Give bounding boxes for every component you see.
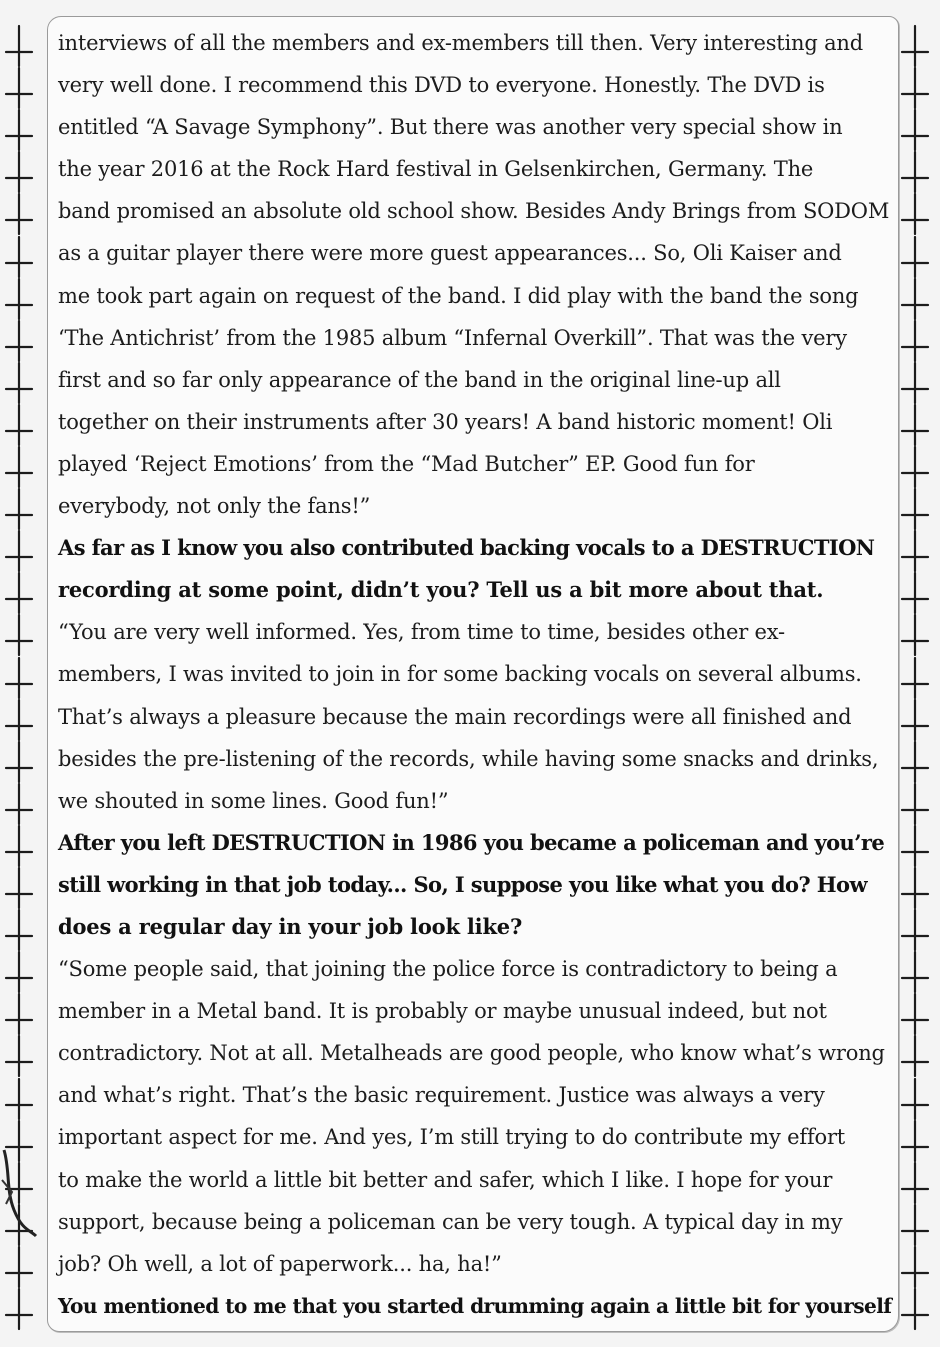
answer-line: interviews of all the members and ex-members till then. Very interesting and [58,31,863,55]
inverted-cross-icon [2,1245,36,1289]
inverted-cross-icon [898,1287,932,1331]
answer-line: me took part again on request of the band. I did play with the band the song [58,283,859,308]
inverted-cross-icon [2,908,36,952]
inverted-cross-icon [2,319,36,363]
answer-line: together on their instruments after 30 years! A band historic moment! Oli [58,409,833,434]
inverted-cross-icon [898,108,932,152]
inverted-cross-icon [2,1034,36,1078]
answer-line: besides the pre-listening of the records, while having some snacks and drinks, [58,746,879,771]
inverted-cross-icon [898,529,932,573]
question-line: As far as I know you also contributed backing vocals to a DESTRUCTION [58,535,875,561]
inverted-cross-icon [898,908,932,952]
answer-line: entitled “A Savage Symphony”. But there was another very special show in [58,115,843,140]
answer-line: ‘The Antichrist’ from the 1985 album “Infernal Overkill”. That was the very [58,325,847,350]
inverted-cross-icon [898,1161,932,1205]
interview-text [58,22,894,1327]
inverted-cross-icon [2,66,36,110]
inverted-cross-icon [898,277,932,321]
inverted-cross-icon [898,656,932,700]
inverted-cross-icon [898,487,932,531]
inverted-cross-icon [898,824,932,868]
inverted-cross-icon [2,235,36,279]
answer-line: member in a Metal band. It is probably or maybe unusual indeed, but not [58,999,827,1024]
answer-line: and what’s right. That’s the basic requirement. Justice was always a very [58,1083,825,1108]
inverted-cross-icon [898,192,932,236]
inverted-cross-icon [898,740,932,784]
inverted-cross-icon [898,1034,932,1078]
binding-thread [0,1140,40,1240]
answer-line: That’s always a pleasure because the main recordings were all finished and [58,704,852,729]
inverted-cross-icon [2,571,36,615]
inverted-cross-icon [2,698,36,742]
inverted-cross-icon [2,1287,36,1331]
answer-line: played ‘Reject Emotions’ from the “Mad Butcher” EP. Good fun for [58,451,755,476]
inverted-cross-icon [2,361,36,405]
answer-line: very well done. I recommend this DVD to everyone. Honestly. The DVD is [58,73,825,98]
inverted-cross-icon [898,613,932,657]
answer-line: job? Oh well, a lot of paperwork... ha, ha!” [58,1251,502,1276]
inverted-cross-icon [898,866,932,910]
inverted-cross-icon [2,277,36,321]
inverted-cross-icon [898,1077,932,1121]
inverted-cross-icon [2,782,36,826]
answer-line: contradictory. Not at all. Metalheads are good people, who know what’s wrong [58,1041,885,1066]
inverted-cross-icon [2,24,36,68]
inverted-cross-icon [898,66,932,110]
answer-line: band promised an absolute old school show. Besides Andy Brings from SODOM [58,199,890,224]
inverted-cross-icon [898,782,932,826]
inverted-cross-icon [2,150,36,194]
answer-line: everybody, not only the fans!” [58,494,371,519]
inverted-cross-icon [2,950,36,994]
inverted-cross-icon [2,192,36,236]
answer-line: “You are very well informed. Yes, from time to time, besides other ex- [58,620,785,645]
inverted-cross-icon [2,487,36,531]
inverted-cross-icon [2,1077,36,1121]
inverted-cross-icon [898,698,932,742]
answer-line: first and so far only appearance of the band in the original line-up all [58,367,781,392]
answer-line: the year 2016 at the Rock Hard festival in Gelsenkirchen, Germany. The [58,157,814,182]
answer-line: “Some people said, that joining the police force is contradictory to being a [58,957,838,982]
answer-line: members, I was invited to join in for some backing vocals on several albums. [58,662,862,687]
answer-line: as a guitar player there were more guest appearances... So, Oli Kaiser and [58,241,842,266]
question-line: recording at some point, didn’t you? Tell us a bit more about that. [58,577,824,603]
answer-line: important aspect for me. And yes, I’m still trying to do contribute my effort [58,1125,846,1150]
inverted-cross-icon [898,992,932,1036]
inverted-cross-icon [898,24,932,68]
inverted-cross-icon [2,824,36,868]
answer-line: support, because being a policeman can be very tough. A typical day in my [58,1209,843,1234]
inverted-cross-icon [898,150,932,194]
inverted-cross-icon [2,445,36,489]
answer-line: we shouted in some lines. Good fun!” [58,788,449,813]
question-line: still working in that job today... So, I suppose you like what you do? How [58,871,867,897]
inverted-cross-icon [2,866,36,910]
inverted-cross-icon [2,613,36,657]
inverted-cross-icon [898,950,932,994]
inverted-cross-icon [2,992,36,1036]
inverted-cross-icon [898,571,932,615]
question-line: You mentioned to me that you started drumming again a little bit for yourself [58,1293,892,1318]
inverted-cross-icon [898,235,932,279]
answer-line: to make the world a little bit better and safer, which I like. I hope for your [58,1167,833,1192]
inverted-cross-icon [2,740,36,784]
question-line: After you left DESTRUCTION in 1986 you became a policeman and you’re [58,829,885,855]
inverted-cross-icon [898,1119,932,1163]
inverted-cross-icon [2,656,36,700]
inverted-cross-icon [898,1245,932,1289]
inverted-cross-icon [898,403,932,447]
inverted-cross-icon [2,529,36,573]
inverted-cross-icon [2,403,36,447]
inverted-cross-icon [898,1203,932,1247]
question-line: does a regular day in your job look like? [58,913,523,939]
inverted-cross-icon [898,361,932,405]
inverted-cross-icon [898,319,932,363]
inverted-cross-icon [2,108,36,152]
right-cross-border [898,0,938,1347]
inverted-cross-icon [898,445,932,489]
